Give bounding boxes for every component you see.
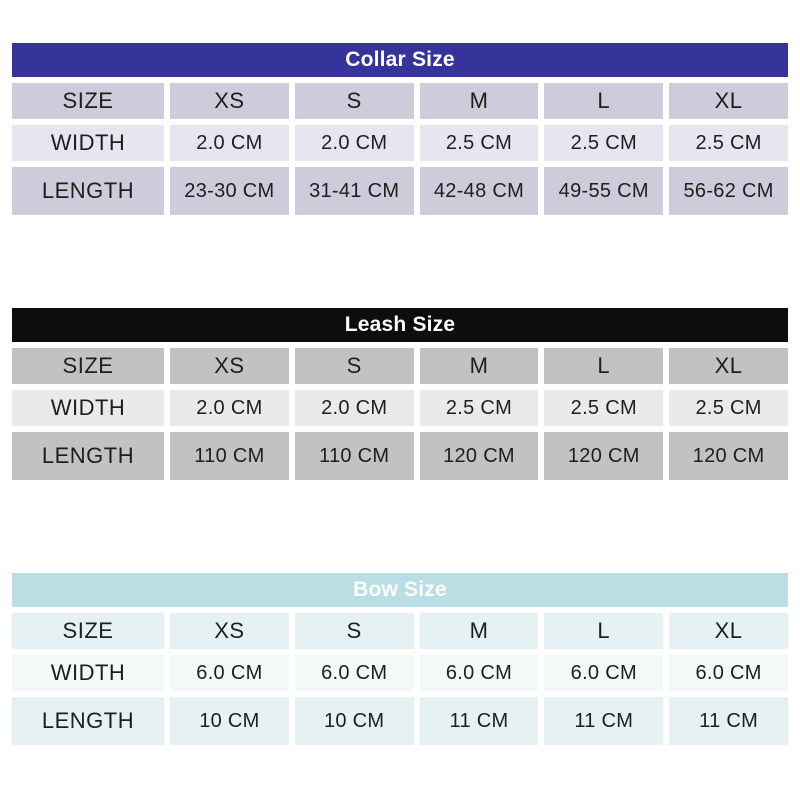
leash-header-size: SIZE bbox=[12, 348, 164, 384]
bow-size-table bbox=[6, 567, 794, 751]
bow-width-xs: 6.0 CM bbox=[170, 655, 289, 691]
bow-length-row bbox=[12, 697, 788, 745]
leash-width-l: 2.5 CM bbox=[544, 390, 663, 426]
collar-size-table bbox=[6, 37, 794, 221]
leash-table-title: Leash Size bbox=[12, 308, 788, 342]
bow-width-label: WIDTH bbox=[12, 655, 164, 691]
collar-table-title: Collar Size bbox=[12, 43, 788, 77]
leash-length-label: LENGTH bbox=[12, 432, 164, 480]
leash-width-row bbox=[12, 390, 788, 426]
collar-width-xl: 2.5 CM bbox=[669, 125, 788, 161]
leash-header-s: S bbox=[295, 348, 414, 384]
collar-length-m: 42-48 CM bbox=[420, 167, 539, 215]
leash-length-l: 120 CM bbox=[544, 432, 663, 480]
leash-header-xl: XL bbox=[669, 348, 788, 384]
collar-length-l: 49-55 CM bbox=[544, 167, 663, 215]
leash-length-m: 120 CM bbox=[420, 432, 539, 480]
bow-width-l: 6.0 CM bbox=[544, 655, 663, 691]
bow-length-l: 11 CM bbox=[544, 697, 663, 745]
bow-length-xl: 11 CM bbox=[669, 697, 788, 745]
bow-header-l: L bbox=[544, 613, 663, 649]
bow-header-s: S bbox=[295, 613, 414, 649]
bow-header-xs: XS bbox=[170, 613, 289, 649]
bow-length-s: 10 CM bbox=[295, 697, 414, 745]
bow-table-title: Bow Size bbox=[12, 573, 788, 607]
leash-header-l: L bbox=[544, 348, 663, 384]
leash-length-xl: 120 CM bbox=[669, 432, 788, 480]
collar-header-size: SIZE bbox=[12, 83, 164, 119]
bow-width-row bbox=[12, 655, 788, 691]
collar-width-xs: 2.0 CM bbox=[170, 125, 289, 161]
leash-length-row bbox=[12, 432, 788, 480]
leash-width-xs: 2.0 CM bbox=[170, 390, 289, 426]
collar-header-s: S bbox=[295, 83, 414, 119]
collar-length-label: LENGTH bbox=[12, 167, 164, 215]
collar-length-s: 31-41 CM bbox=[295, 167, 414, 215]
collar-length-row bbox=[12, 167, 788, 215]
leash-width-xl: 2.5 CM bbox=[669, 390, 788, 426]
bow-width-xl: 6.0 CM bbox=[669, 655, 788, 691]
bow-length-xs: 10 CM bbox=[170, 697, 289, 745]
collar-length-xl: 56-62 CM bbox=[669, 167, 788, 215]
collar-header-l: L bbox=[544, 83, 663, 119]
bow-width-m: 6.0 CM bbox=[420, 655, 539, 691]
leash-width-label: WIDTH bbox=[12, 390, 164, 426]
bow-length-m: 11 CM bbox=[420, 697, 539, 745]
leash-width-m: 2.5 CM bbox=[420, 390, 539, 426]
collar-header-m: M bbox=[420, 83, 539, 119]
leash-length-s: 110 CM bbox=[295, 432, 414, 480]
leash-header-m: M bbox=[420, 348, 539, 384]
leash-length-xs: 110 CM bbox=[170, 432, 289, 480]
collar-width-s: 2.0 CM bbox=[295, 125, 414, 161]
leash-header-xs: XS bbox=[170, 348, 289, 384]
collar-width-m: 2.5 CM bbox=[420, 125, 539, 161]
collar-header-xl: XL bbox=[669, 83, 788, 119]
leash-size-table bbox=[6, 302, 794, 486]
bow-header-m: M bbox=[420, 613, 539, 649]
collar-width-row bbox=[12, 125, 788, 161]
bow-header-xl: XL bbox=[669, 613, 788, 649]
bow-width-s: 6.0 CM bbox=[295, 655, 414, 691]
collar-header-xs: XS bbox=[170, 83, 289, 119]
collar-width-l: 2.5 CM bbox=[544, 125, 663, 161]
collar-width-label: WIDTH bbox=[12, 125, 164, 161]
collar-length-xs: 23-30 CM bbox=[170, 167, 289, 215]
leash-width-s: 2.0 CM bbox=[295, 390, 414, 426]
bow-length-label: LENGTH bbox=[12, 697, 164, 745]
bow-header-size: SIZE bbox=[12, 613, 164, 649]
